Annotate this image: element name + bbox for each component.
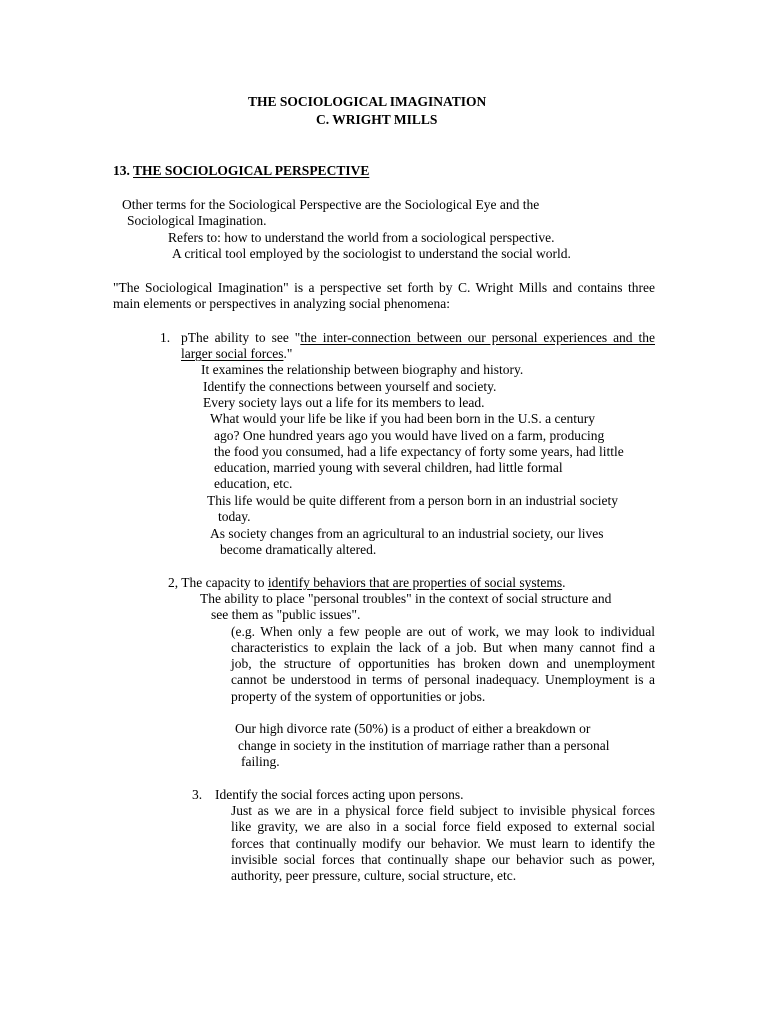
- item2-key-phrase: identify behaviors that are properties of social systems: [267, 575, 563, 590]
- item2-example-line-1: (e.g. When only a few people are out of work, we may look to individual: [231, 624, 655, 639]
- item1-key-phrase-1: the inter-connection between our personal experiences and the: [300, 330, 655, 345]
- item2-divorce-line-2: change in society in the institution of marriage rather than a personal: [238, 738, 610, 753]
- item2-example-line-3: job, the structure of opportunities has broken down and unemployment: [231, 656, 655, 671]
- item2-divorce-line-1: Our high divorce rate (50%) is a product of either a breakdown or: [235, 721, 591, 736]
- item1-sentence-10: today.: [218, 509, 251, 524]
- item1-sentence-5: ago? One hundred years ago you would have lived on a farm, producing: [214, 428, 605, 443]
- intro-line-4: A critical tool employed by the sociologist to understand the social world.: [172, 246, 571, 261]
- item3-line-3: forces that continually modify our behavior. We must learn to identify the: [231, 836, 655, 851]
- document-author: C. WRIGHT MILLS: [316, 112, 438, 127]
- item2-lead-line: 2, The capacity to identify behaviors that are properties of social systems.: [168, 575, 566, 590]
- item2-divorce-line-3: failing.: [241, 754, 280, 769]
- section-number: 13.: [113, 163, 134, 178]
- item2-example-line-5: property of the system of opportunities or jobs.: [231, 689, 486, 704]
- intro-line-3: Refers to: how to understand the world from a sociological perspective.: [168, 230, 555, 245]
- item1-sentence-6: the food you consumed, had a life expectancy of forty some years, had little: [214, 444, 624, 459]
- item3-line-4: invisible social forces that continually shape our behavior such as power,: [231, 852, 655, 867]
- item1-sentence-7: education, married young with several children, had little formal: [214, 460, 563, 475]
- item1-sentence-4: What would your life be like if you had been born in the U.S. a century: [210, 411, 596, 426]
- item1-sentence-1: It examines the relationship between biography and history.: [201, 362, 524, 377]
- item2-example-line-2: characteristics to explain the lack of a job. But when many cannot find a: [231, 640, 655, 655]
- intro-line-1: Other terms for the Sociological Perspective are the Sociological Eye and the: [122, 197, 540, 212]
- item2-sentence-2: see them as "public issues".: [211, 607, 361, 622]
- item1-sentence-3: Every society lays out a life for its members to lead.: [203, 395, 485, 410]
- item2-example-line-4: cannot be understood in terms of personal inadequacy. Unemployment is a: [231, 672, 655, 687]
- document-title: THE SOCIOLOGICAL IMAGINATION: [248, 94, 487, 109]
- item1-sentence-8: education, etc.: [214, 476, 293, 491]
- item1-sentence-9: This life would be quite different from a person born in an industrial society: [207, 493, 619, 508]
- item1-key-phrase-2: larger social forces: [181, 346, 284, 361]
- item1-marker: 1.: [160, 330, 171, 345]
- mills-line-1: "The Sociological Imagination" is a perspective set forth by C. Wright Mills and contains three: [113, 280, 655, 295]
- section-heading: [113, 163, 369, 180]
- item3-line-2: like gravity, we are also in a social force field exposed to external social: [231, 819, 655, 834]
- section-title: THE SOCIOLOGICAL PERSPECTIVE: [133, 163, 370, 178]
- item1-lead-line: pThe ability to see "the inter-connection between our personal experiences and the: [181, 330, 655, 345]
- mills-line-2: main elements or perspectives in analyzing social phenomena:: [113, 296, 451, 311]
- intro-line-2: Sociological Imagination.: [127, 213, 267, 228]
- item3-marker: 3.: [192, 787, 203, 802]
- item1-sentence-12: become dramatically altered.: [220, 542, 377, 557]
- item1-sentence-11: As society changes from an agricultural to an industrial society, our lives: [210, 526, 604, 541]
- item3-line-1: Just as we are in a physical force field subject to invisible physical forces: [231, 803, 655, 818]
- item3-line-5: authority, peer pressure, culture, social structure, etc.: [231, 868, 517, 883]
- item2-sentence-1: The ability to place "personal troubles" in the context of social structure and: [200, 591, 612, 606]
- item1-sentence-2: Identify the connections between yourself and society.: [203, 379, 497, 394]
- item3-lead-line: Identify the social forces acting upon persons.: [215, 787, 464, 802]
- item1-lead-line-2: larger social forces.": [181, 346, 293, 361]
